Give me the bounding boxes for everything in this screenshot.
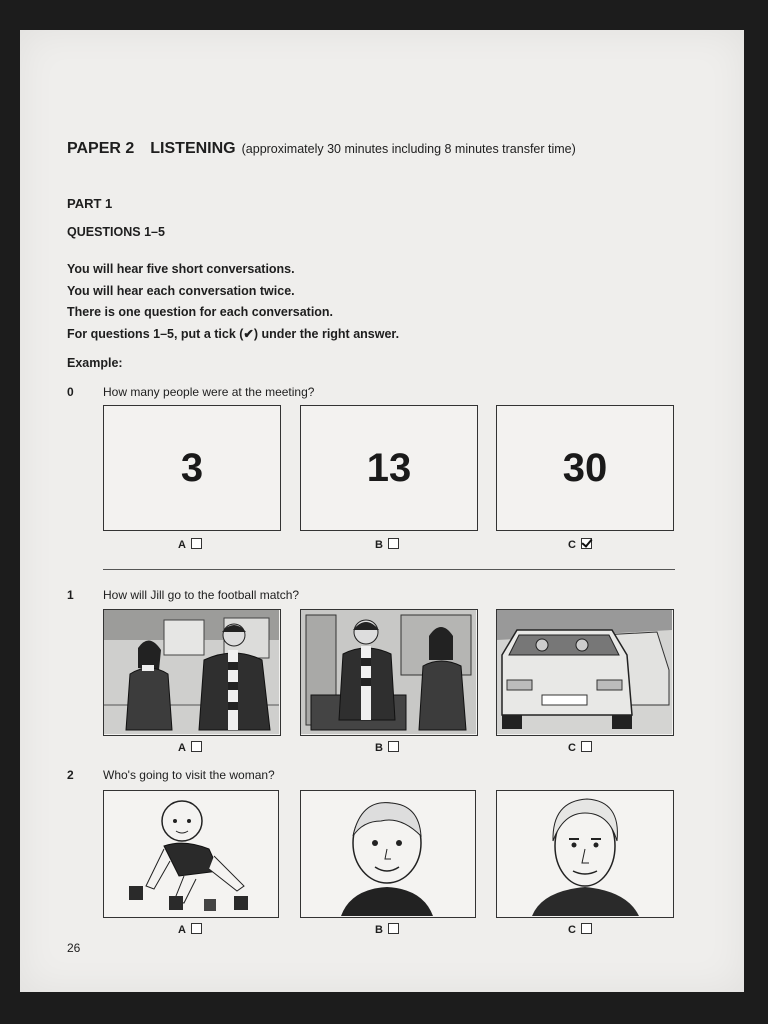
instruction-line: For questions 1–5, put a tick (✔) under the right answer. (67, 326, 400, 341)
question-text: How many people were at the meeting? (103, 385, 315, 399)
option-c-label[interactable]: C (568, 538, 592, 551)
train-icon (300, 609, 478, 736)
example-label: Example: (67, 356, 123, 370)
question-number: 1 (67, 588, 74, 602)
option-a-box: 3 (103, 405, 281, 531)
instruction-line: You will hear five short conversations. (67, 262, 295, 276)
instruction-line: There is one question for each conversation. (67, 305, 334, 319)
car-icon (496, 609, 674, 736)
instruction-line: You will hear each conversation twice. (67, 283, 295, 298)
boy-icon (300, 790, 476, 918)
part-heading: PART 1 (67, 196, 113, 211)
divider (103, 569, 675, 570)
baby-icon (103, 790, 279, 918)
option-a-label[interactable]: A (178, 741, 202, 754)
question-number: 2 (67, 768, 74, 782)
answer-checkbox-ticked[interactable] (581, 538, 592, 549)
option-b-label[interactable]: B (375, 741, 399, 754)
answer-checkbox[interactable] (581, 923, 592, 934)
question-text: How will Jill go to the football match? (103, 588, 300, 602)
section-label: LISTENING (150, 140, 236, 157)
instructions (67, 259, 399, 345)
walking-icon (103, 609, 281, 736)
answer-checkbox[interactable] (388, 741, 399, 752)
answer-checkbox[interactable] (191, 741, 202, 752)
exam-page (20, 30, 744, 992)
option-a-label[interactable]: A (178, 923, 202, 936)
answer-checkbox[interactable] (191, 923, 202, 934)
answer-checkbox[interactable] (388, 923, 399, 934)
page-title (67, 140, 576, 158)
answer-checkbox[interactable] (388, 538, 399, 549)
question-text: Who's going to visit the woman? (103, 768, 275, 782)
answer-checkbox[interactable] (191, 538, 202, 549)
option-b-label[interactable]: B (375, 538, 399, 551)
option-a-label[interactable]: A (178, 538, 202, 551)
page-number: 26 (67, 941, 81, 955)
option-b-box: 13 (300, 405, 478, 531)
option-b-label[interactable]: B (375, 923, 399, 936)
question-number: 0 (67, 385, 74, 399)
man-icon (496, 790, 674, 918)
option-c-label[interactable]: C (568, 741, 592, 754)
title-subtitle: (approximately 30 minutes including 8 minutes transfer time) (241, 142, 576, 156)
option-c-label[interactable]: C (568, 923, 592, 936)
answer-checkbox[interactable] (581, 741, 592, 752)
questions-heading: QUESTIONS 1–5 (67, 225, 165, 239)
paper-label: PAPER 2 (67, 140, 135, 157)
option-c-box: 30 (496, 405, 674, 531)
